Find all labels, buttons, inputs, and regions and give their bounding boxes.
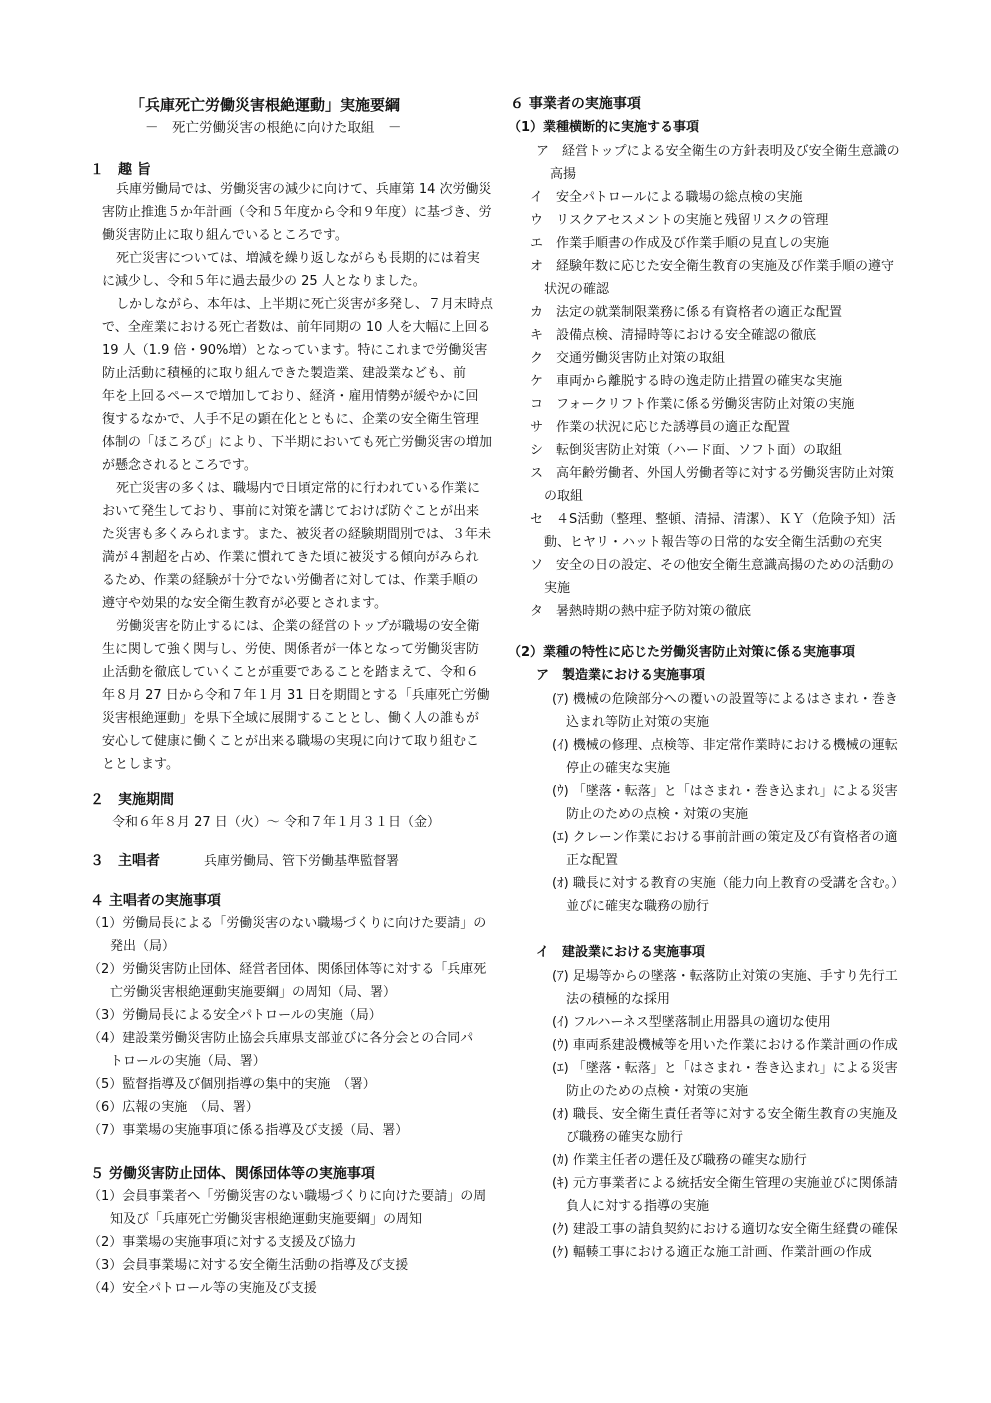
page-subtitle: － 死亡労働災害の根絶に向けた取組 －	[145, 120, 402, 136]
section-2-heading: ２ 実施期間	[90, 792, 174, 808]
s6-item: 負人に対する指導の実施	[566, 1199, 710, 1214]
s6-item: (ｹ) 輻輳工事における適正な施工計画、作業計画の作成	[552, 1245, 872, 1260]
s6-item: 込まれ等防止対策の実施	[566, 715, 710, 730]
s6-item: コ フォークリフト作業に係る労働災害防止対策の実施	[530, 397, 855, 412]
section-6-sub2b: イ 建設業における実施事項	[536, 945, 706, 960]
s6-item: 停止の確実な実施	[566, 761, 671, 776]
s6-item: (ｶ) 作業主任者の選任及び職務の確実な励行	[552, 1153, 807, 1168]
s6-item: イ 安全パトロールによる職場の総点検の実施	[530, 190, 803, 205]
section-5-heading: ５ 労働災害防止団体、関係団体等の実施事項	[90, 1166, 375, 1182]
s1-line: 働災害防止に取り組んでいるところです。	[102, 228, 348, 243]
s6-item: (ｳ) 「墜落・転落」と「はさまれ・巻き込まれ」による災害	[552, 784, 898, 799]
s6-item: び職務の確実な励行	[566, 1130, 684, 1145]
s6-item: (ｳ) 車両系建設機械等を用いた作業における作業計画の作成	[552, 1038, 898, 1053]
s6-item: 実施	[544, 581, 571, 596]
s6-item: エ 作業手順書の作成及び作業手順の見直しの実施	[530, 236, 830, 251]
s6-item: 高揚	[550, 167, 577, 182]
s6-item: ス 高年齢労働者、外国人労働者等に対する労働災害防止対策	[530, 466, 895, 481]
s6-item: (ｵ) 職長、安全衛生責任者等に対する安全衛生教育の実施及	[552, 1107, 898, 1122]
s1-line: 遵守や効果的な安全衛生教育が必要とされます。	[102, 596, 387, 611]
s4-item: 亡労働災害根絶運動実施要綱」の周知（局、署）	[110, 985, 397, 1000]
s6-item: ク 交通労働災害防止対策の取組	[530, 351, 726, 366]
s1-line: に減少し、令和５年に過去最少の 25 人となりました。	[102, 274, 426, 289]
s1-line: おいて発生しており、事前に対策を講じておけば防ぐことが出来	[102, 504, 480, 519]
s4-item: （4）建設業労働災害防止協会兵庫県支部並びに各分会との合同パ	[88, 1031, 474, 1046]
s6-item: 防止のための点検・対策の実施	[566, 807, 749, 822]
s1-line: 労働災害を防止するには、企業の経営のトップが職場の安全衛	[116, 619, 480, 634]
s6-item: 防止のための点検・対策の実施	[566, 1084, 749, 1099]
s1-line: 災害根絶運動」を県下全域に展開することとし、働く人の誰もが	[102, 711, 480, 726]
s1-line: 体制の「ほころび」により、下半期においても死亡労働災害の増加	[102, 435, 493, 450]
s1-line: 防止活動に積極的に取り組んできた製造業、建設業なども、前	[102, 366, 467, 381]
s1-line: 死亡災害については、増減を繰り返しながらも長期的には着実	[116, 251, 480, 266]
section-6-sub2a: ア 製造業における実施事項	[536, 668, 706, 683]
s1-line: で、全産業における死亡者数は、前年同期の 10 人を大幅に上回る	[102, 320, 491, 335]
s6-item: ア 経営トップによる安全衛生の方針表明及び安全衛生意識の	[536, 144, 900, 159]
s1-line: 生に関して強く関与し、労使、関係者が一体となって労働災害防	[102, 642, 480, 657]
s6-item: 正な配置	[566, 853, 619, 868]
section-4-heading: ４ 主唱者の実施事項	[90, 893, 221, 909]
s6-item: 状況の確認	[544, 282, 610, 297]
s5-item: 知及び「兵庫死亡労働災害根絶運動実施要綱」の周知	[110, 1212, 423, 1227]
s1-line: しかしながら、本年は、上半期に死亡災害が多発し、７月末時点	[116, 297, 494, 312]
period-text: 令和６年８月 27 日（火）～ 令和７年１月３１日（金）	[112, 815, 440, 830]
s6-item: (ｱ) 足場等からの墜落・転落防止対策の実施、手すり先行工	[552, 969, 898, 984]
s1-line: るため、作業の経験が十分でない労働者に対しては、作業手順の	[102, 573, 479, 588]
s6-item: の取組	[544, 489, 584, 504]
s1-line: 年を上回るペースで増加しており、経済・雇用情勢が緩やかに回	[102, 389, 479, 404]
s6-item: (ｲ) 機械の修理、点検等、非定常作業時における機械の運転	[552, 738, 898, 753]
s6-item: タ 暑熱時期の熱中症予防対策の徹底	[530, 604, 752, 619]
s4-item: （3）労働局長による安全パトロールの実施（局）	[88, 1008, 382, 1023]
s4-item: （2）労働災害防止団体、経営者団体、関係団体等に対する「兵庫死	[88, 962, 487, 977]
s4-item: （1）労働局長による「労働災害のない職場づくりに向けた要請」の	[88, 916, 487, 931]
sponsor-text: 兵庫労働局、管下労働基準監督署	[204, 854, 400, 869]
s6-item: (ｴ) 「墜落・転落」と「はさまれ・巻き込まれ」による災害	[552, 1061, 898, 1076]
section-3-heading: ３ 主唱者	[90, 853, 160, 869]
s1-line: 兵庫労働局では、労働災害の減少に向けて、兵庫第 14 次労働災	[116, 182, 492, 197]
s6-item: (ｸ) 建設工事の請負契約における適切な安全衛生経費の確保	[552, 1222, 898, 1237]
s1-line: 安心して健康に働くことが出来る職場の実現に向けて取り組むこ	[102, 734, 480, 749]
s4-item: （6）広報の実施 （局、署）	[88, 1100, 259, 1115]
s6-item: ウ リスクアセスメントの実施と残留リスクの管理	[530, 213, 829, 228]
s1-line: た災害も多くみられます。また、被災者の経験期間別では、３年未	[102, 527, 491, 542]
s6-item: 法の積極的な採用	[566, 992, 671, 1007]
s1-line: 満が４割超を占め、作業に慣れてきた頃に被災する傾向がみられ	[102, 550, 479, 565]
s5-item: （3）会員事業場に対する安全衛生活動の指導及び支援	[88, 1258, 409, 1273]
s1-line: 死亡災害の多くは、職場内で日頃定常的に行われている作業に	[116, 481, 481, 496]
s4-item: （7）事業場の実施事項に係る指導及び支援（局、署）	[88, 1123, 409, 1138]
s6-item: シ 転倒災害防止対策（ハード面、ソフト面）の取組	[530, 443, 843, 458]
s4-item: トロールの実施（局、署）	[110, 1054, 266, 1069]
s6-item: ソ 安全の日の設定、その他安全衛生意識高揚のための活動の	[530, 558, 895, 573]
s5-item: （2）事業場の実施事項に対する支援及び協力	[88, 1235, 357, 1250]
section-6-heading: ６ 事業者の実施事項	[510, 96, 641, 112]
s1-line: 復するなかで、人手不足の顕在化とともに、企業の安全衛生管理	[102, 412, 479, 427]
s6-item: 動、ヒヤリ・ハット報告等の日常的な安全衛生活動の充実	[544, 535, 883, 550]
section-6-sub1: （1）業種横断的に実施する事項	[508, 120, 700, 135]
s6-item: (ｵ) 職長に対する教育の実施（能力向上教育の受講を含む。）	[552, 876, 905, 891]
s6-item: (ｱ) 機械の危険部分への覆いの設置等によるはさまれ・巻き	[552, 692, 898, 707]
s6-item: セ ４S活動（整理、整頓、清掃、清潔）、ＫＹ（危険予知）活	[530, 512, 896, 527]
s6-item: ケ 車両から離脱する時の逸走防止措置の確実な実施	[530, 374, 843, 389]
s5-item: （4）安全パトロール等の実施及び支援	[88, 1281, 317, 1296]
s5-item: （1）会員事業者へ「労働災害のない職場づくりに向けた要請」の周	[88, 1189, 487, 1204]
s6-item: カ 法定の就業制限業務に係る有資格者の適正な配置	[530, 305, 843, 320]
s6-item: (ｲ) フルハーネス型墜落制止用器具の適切な使用	[552, 1015, 831, 1030]
s1-line: 害防止推進５か年計画（令和５年度から令和９年度）に基づき、労	[102, 205, 492, 220]
s6-item: 並びに確実な職務の励行	[566, 899, 710, 914]
s1-line: ととします。	[102, 757, 179, 772]
s1-line: 年８月 27 日から令和７年１月 31 日を期間とする「兵庫死亡労働	[102, 688, 490, 703]
s6-item: (ｷ) 元方事業者による統括安全衛生管理の実施並びに関係請	[552, 1176, 898, 1191]
section-6-sub2: （2）業種の特性に応じた労働災害防止対策に係る実施事項	[508, 645, 856, 660]
s6-item: オ 経験年数に応じた安全衛生教育の実施及び作業手順の遵守	[530, 259, 895, 274]
s6-item: (ｴ) クレーン作業における事前計画の策定及び有資格者の適	[552, 830, 898, 845]
s4-item: 発出（局）	[110, 939, 176, 954]
s6-item: サ 作業の状況に応じた誘導員の適正な配置	[530, 420, 791, 435]
s1-line: 止活動を徹底していくことが重要であることを踏まえて、令和６	[102, 665, 479, 680]
s1-line: が懸念されるところです。	[102, 458, 257, 473]
page-title: 「兵庫死亡労働災害根絶運動」実施要綱	[130, 96, 401, 114]
s1-line: 19 人（1.9 倍・90%増）となっています。特にこれまで労働災害	[102, 343, 488, 358]
s6-item: キ 設備点検、清掃時等における安全確認の徹底	[530, 328, 817, 343]
section-1-heading: １ 趣 旨	[90, 162, 151, 178]
s4-item: （5）監督指導及び個別指導の集中的実施 （署）	[88, 1077, 376, 1092]
